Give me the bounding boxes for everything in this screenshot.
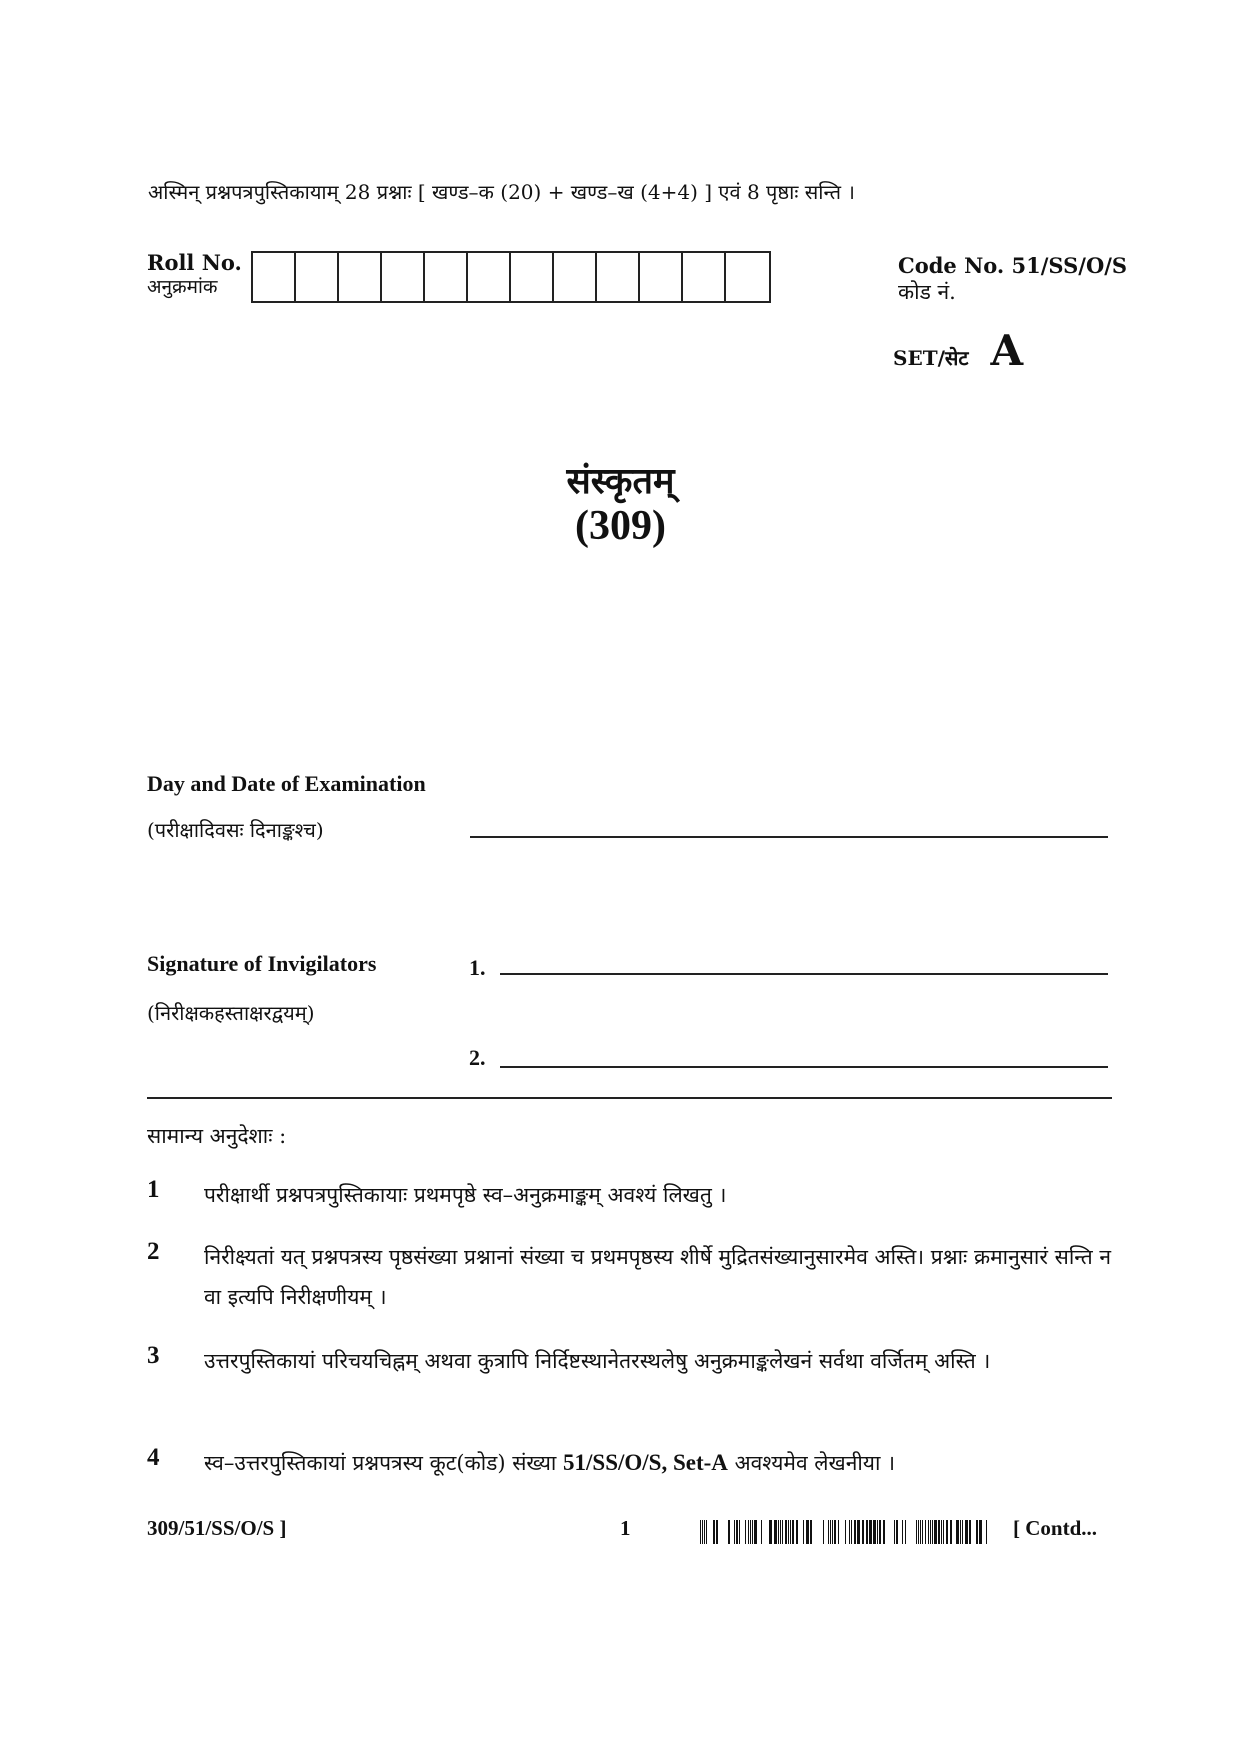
booklet-info: अस्मिन् प्रश्नपत्रपुस्तिकायाम् 28 प्रश्नाः [ खण्ड–क (20) + खण्ड–ख (4+4) ] एवं 8 पृष्ठाः सन्ति । xyxy=(148,180,855,204)
invigilators-label-hi: (निरीक्षकहस्ताक्षरद्वयम्) xyxy=(147,1001,315,1025)
instruction-text-part: स्व–उत्तरपुस्तिकायां प्रश्नपत्रस्य कूट(कोड) संख्या xyxy=(204,1451,564,1475)
roll-label-hi: अनुक्रमांक xyxy=(147,276,218,299)
roll-digit-box[interactable] xyxy=(597,253,640,301)
code-number-en: Code No. 51/SS/O/S xyxy=(898,253,1128,278)
divider xyxy=(147,1097,1112,1099)
instruction-number: 3 xyxy=(147,1342,160,1369)
roll-digit-box[interactable] xyxy=(554,253,597,301)
subject-name: संस्कृतम् xyxy=(566,460,675,502)
set-row xyxy=(893,326,1023,375)
footer-paper-code: 309/51/SS/O/S ] xyxy=(147,1516,287,1540)
exam-date-field[interactable] xyxy=(470,836,1108,838)
instruction-text-part: अवश्यमेव लेखनीया । xyxy=(727,1451,896,1475)
instruction-text: परीक्षार्थी प्रश्नपत्रपुस्तिकायाः प्रथमपृष्ठे स्व–अनुक्रमाङ्कम् अवश्यं लिखतु । xyxy=(204,1183,727,1207)
invigilators-label: Signature of Invigilators xyxy=(147,951,377,976)
paper-code-reference: 51/SS/O/S, Set-A xyxy=(563,1450,728,1475)
instructions-heading: सामान्य अनुदेशाः : xyxy=(147,1124,287,1148)
roll-digit-box[interactable] xyxy=(296,253,339,301)
roll-digit-box[interactable] xyxy=(511,253,554,301)
invigilator-1-number: 1. xyxy=(469,955,486,980)
roll-digit-box[interactable] xyxy=(726,253,769,301)
instruction-number: 2 xyxy=(147,1238,160,1265)
page-number: 1 xyxy=(620,1516,631,1540)
roll-number-label xyxy=(147,250,242,300)
roll-label-en: Roll No. xyxy=(147,250,242,275)
roll-digit-box[interactable] xyxy=(640,253,683,301)
roll-digit-box[interactable] xyxy=(425,253,468,301)
roll-digit-box[interactable] xyxy=(253,253,296,301)
roll-digit-box[interactable] xyxy=(339,253,382,301)
roll-digit-box[interactable] xyxy=(683,253,726,301)
set-label: SET/सेट xyxy=(893,346,969,370)
roll-digit-box[interactable] xyxy=(468,253,511,301)
invigilator-1-signature-field[interactable] xyxy=(500,973,1108,975)
roll-number-boxes[interactable] xyxy=(251,251,771,303)
instruction-text: उत्तरपुस्तिकायां परिचयचिह्नम् अथवा कुत्रापि निर्दिष्टस्थानेतरस्थलेषु अनुक्रमाङ्कलेखनं सर्वथा वर्जितम् अस्ति । xyxy=(204,1349,991,1373)
instruction-number: 1 xyxy=(147,1176,160,1203)
footer-continued: [ Contd... xyxy=(1013,1516,1098,1540)
invigilator-2-number: 2. xyxy=(469,1045,486,1070)
code-number-hi: कोड नं. xyxy=(898,280,956,305)
subject-code: (309) xyxy=(575,503,666,549)
roll-digit-box[interactable] xyxy=(382,253,425,301)
exam-date-label: Day and Date of Examination xyxy=(147,771,426,796)
set-letter: A xyxy=(990,326,1024,375)
instruction-number: 4 xyxy=(147,1444,160,1471)
instruction-text: निरीक्ष्यतां यत् प्रश्नपत्रस्य पृष्ठसंख्या प्रश्नानां संख्या च प्रथमपृष्ठस्य शीर्षे मुद्रितसंख्यानुसारमेव अस्ति। प्रश्नाः क्रमानुसारं सन्ति न वा इत्यपि निरीक्षणीयम् । xyxy=(204,1245,1112,1309)
instruction-text xyxy=(204,1443,1119,1483)
exam-date-label-hi: (परीक्षादिवसः दिनाङ्कश्च) xyxy=(147,818,324,842)
code-block xyxy=(898,252,1127,307)
invigilator-2-signature-field[interactable] xyxy=(500,1066,1108,1068)
barcode-gap xyxy=(987,1520,989,1544)
barcode xyxy=(700,1520,990,1544)
